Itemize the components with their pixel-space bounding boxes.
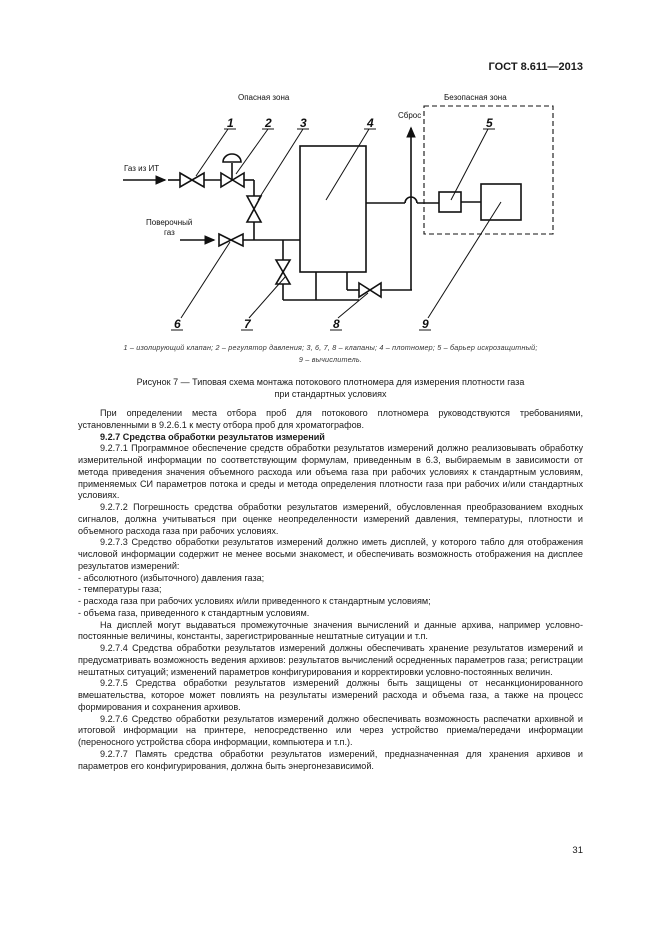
figure-caption-line-2: при стандартных условиях: [274, 389, 387, 399]
label-num-1: 1: [227, 116, 234, 130]
list-item: - объема газа, приведенного к стандартным условиям.: [78, 607, 310, 618]
density-meter-box: [300, 146, 366, 272]
gas-inlet-label: Газ из ИТ: [124, 164, 160, 173]
paragraph: 9.2.7.3 Средство обработки результатов измерений должно иметь дисплей, у которого табло для отображения числовой информации содержит не менее восьми знакомест, и обеспечивать возможность отображения на дисплее результатов измерений:: [78, 537, 583, 571]
figure-caption: [78, 376, 583, 400]
valve-3: [247, 196, 261, 222]
label-num-3: 3: [300, 116, 307, 130]
label-num-6: 6: [174, 317, 181, 331]
valve-7: [276, 260, 290, 284]
barrier-box: [439, 192, 461, 212]
paragraph: На дисплей могут выдаваться промежуточные значения вычислений и данные архива, например условно-постоянные величины, константы, зарегистрированные нештатные ситуации и т.п.: [78, 619, 583, 642]
list-item: - температуры газа;: [78, 584, 162, 595]
list-item: - расхода газа при рабочих условиях и/или приведенного к стандартным условиям;: [78, 596, 431, 606]
safe-zone-label: Безопасная зона: [444, 93, 507, 102]
paragraph: 9.2.7.1 Программное обеспечение средств обработки результатов измерений должно реализовывать обработку измерительной информации по соответствующим формулам, приведенным в 6.3, выбираемым в зависимости от метода приведения значения объемного расхода или объема газа при рабочих условиях к стандартным условиям, применяемых СИ параметров потока и среды и метода определения плотности газа при рабочих и/или стандартных условиях.: [78, 443, 583, 501]
paragraph: 9.2.7.5 Средства обработки результатов измерений должны быть защищены от несанкционированного вмешательства, которое может повлиять на результаты измерений расхода и объема газа, а также на процесс формирования и сохранения архивов.: [78, 678, 583, 712]
installation-diagram: [0, 0, 661, 345]
label-num-2: 2: [265, 116, 272, 130]
paragraph: При определении места отбора проб для потокового плотномера руководствуются требованиями, установленными в 9.2.6.1 к месту отбора проб для хроматографов.: [78, 408, 583, 430]
paragraph: 9.2.7.7 Память средства обработки результатов измерений, предназначенная для хранения архивов и параметров его конфигурирования, должна быть энергонезависимой.: [78, 748, 583, 771]
figure-caption-line-1: Рисунок 7 — Типовая схема монтажа потокового плотномера для измерения плотности газа: [136, 377, 525, 387]
label-num-5: 5: [486, 116, 493, 130]
list-item: - абсолютного (избыточного) давления газа;: [78, 572, 265, 583]
paragraph: 9.2.7.2 Погрешность средства обработки результатов измерений, обусловленная преобразованием входных сигналов, должна учитываться при оценке неопределенности измерений давления, температуры, плотности и объемного расхода газа при рабочих условиях.: [78, 502, 583, 536]
figure-legend-line-2: 9 – вычислитель.: [298, 355, 363, 364]
paragraph: 9.2.7.6 Средство обработки результатов измерений должно обеспечивать возможность распечатки архивной и итоговой информации на принтере, непосредственно или через устройство приема/передачи информации (переносного устройства сбора информации, компьютера и т.п.).: [78, 713, 583, 747]
valve-6: [219, 234, 243, 246]
figure-legend-line-1: 1 – изолирующий клапан; 2 – регулятор давления; 3, 6, 7, 8 – клапаны; 4 – плотномер; 5 – барьер искрозащитный;: [123, 343, 538, 352]
body-text: [78, 408, 583, 772]
danger-zone-label: Опасная зона: [238, 93, 290, 102]
valve-1: [180, 173, 204, 187]
label-num-9: 9: [422, 317, 429, 331]
valve-8: [359, 283, 381, 297]
paragraph: 9.2.7.4 Средства обработки результатов измерений должны обеспечивать хранение результатов измерений и предусматривать возможность ведения архивов: результатов вычислений осредненных параметров газа; регистрации нештатных ситуаций; изменений параметров конфигурирования и корректировки условно-постоянных величин.: [78, 643, 583, 677]
label-num-8: 8: [333, 317, 340, 331]
calib-gas-label-2: газ: [164, 228, 175, 237]
discharge-label: Сброс: [398, 111, 422, 120]
label-num-4: 4: [367, 116, 374, 130]
page-number: 31: [572, 845, 583, 856]
section-heading: 9.2.7 Средства обработки результатов измерений: [100, 431, 325, 442]
label-num-7: 7: [244, 317, 251, 331]
calib-gas-label-1: Поверочный: [146, 218, 193, 227]
document-header: ГОСТ 8.611—2013: [488, 61, 583, 73]
